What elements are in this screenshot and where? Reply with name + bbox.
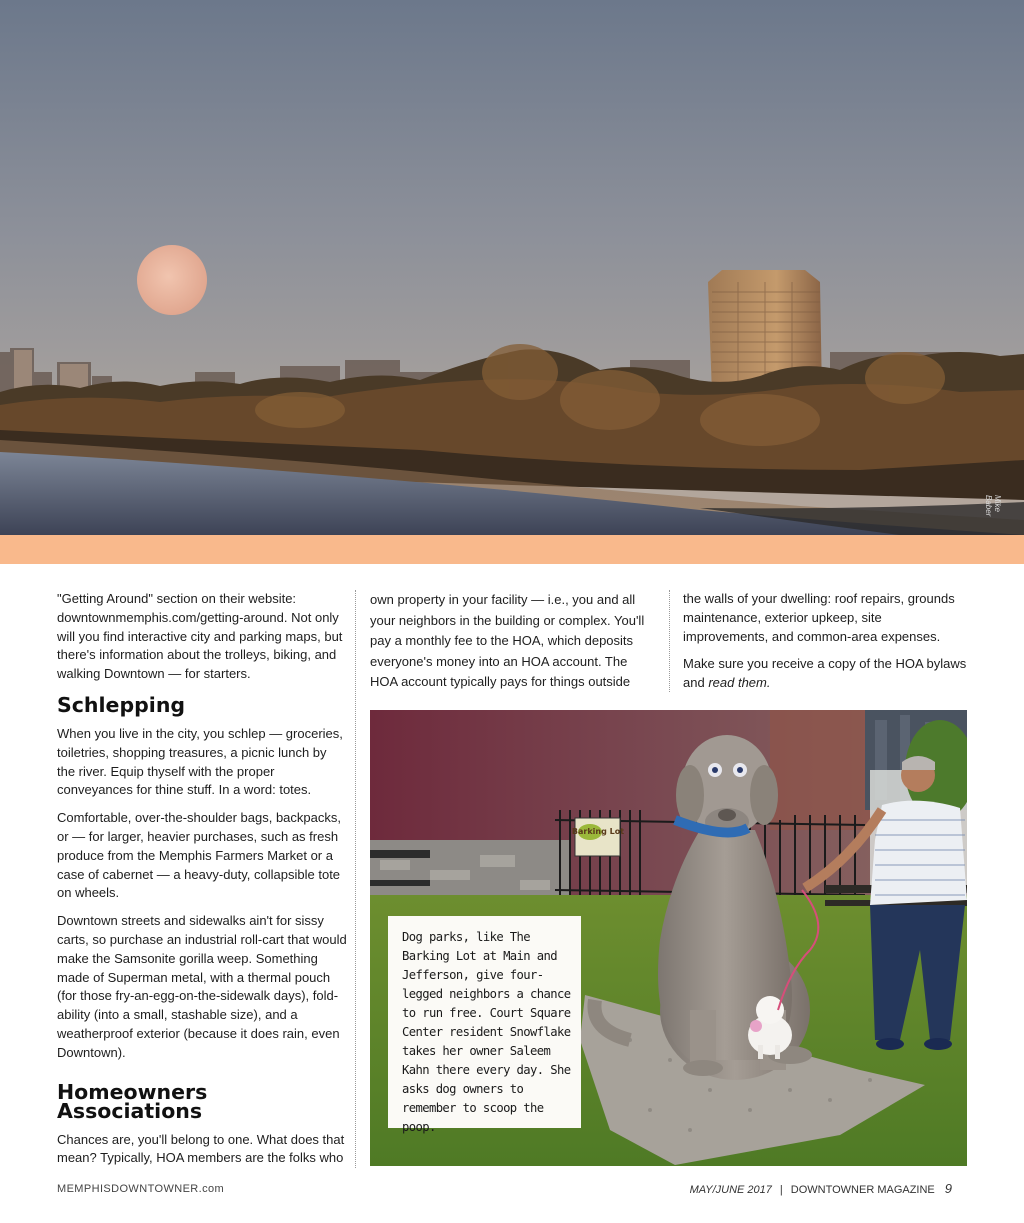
- hero-photo: [0, 0, 1024, 535]
- page-number: 9: [944, 1181, 952, 1196]
- footer-issue-info: [690, 1181, 952, 1196]
- footer-site: MEMPHISDOWNTOWNER.com: [57, 1183, 225, 1195]
- schlepping-paragraph-2: Comfortable, over-the-shoulder bags, backpacks, or — for larger, heavier purchases, such as fresh produce from the Memphis Farmers Market or a case of cabernet — a heavy-duty, collapsible tote on wheels.: [57, 810, 341, 901]
- schlepping-paragraph-1: When you live in the city, you schlep — groceries, toiletries, shopping treasures, a picnic lunch by the river. Equip thyself with the proper conveyances for thine stuff. In a word: totes.: [57, 725, 343, 798]
- photo-caption: Dog parks, like The Barking Lot at Main and Jefferson, give four-legged neighbors a chance to run free. Court Square Center resident Snowflake takes her owner Saleem Kahn there every day. She asks dog owners to remember to scoop the poop.: [388, 916, 581, 1128]
- bylaws-text: Make sure you receive a copy of the HOA bylaws and: [683, 656, 967, 691]
- photo-credit: Mike Baber: [984, 495, 1002, 517]
- column-3-paragraph-1: the walls of your dwelling: roof repairs, grounds maintenance, exterior upkeep, site improvements, and common-area expenses.: [683, 591, 955, 644]
- column-2: [370, 590, 650, 702]
- column-3-paragraph-2: [683, 655, 968, 693]
- hoa-paragraph-1: Chances are, you'll belong to one. What does that mean? Typically, HOA members are the folks who: [57, 1131, 345, 1166]
- column-3: [683, 590, 968, 702]
- column-2-paragraph: own property in your facility — i.e., you and all your neighbors in the building or complex. You'll pay a monthly fee to the HOA, which deposits everyone's money into an HOA account. The HOA account typically pays for things outside: [370, 592, 645, 690]
- read-them-emphasis: read them.: [708, 675, 771, 691]
- intro-paragraph: "Getting Around" section on their website: downtownmemphis.com/getting-around. Not only will you find interactive city and parking maps, but there's information about the trolleys, biking, and walking Downtown — for starters.: [57, 591, 343, 682]
- moon: [137, 245, 207, 315]
- footer-issue: MAY/JUNE 2017: [689, 1184, 772, 1196]
- schlepping-heading: Schlepping: [57, 692, 186, 717]
- footer-separator: |: [779, 1184, 783, 1196]
- hoa-heading: [57, 1079, 347, 1123]
- hoa-heading-line-1: Homeowners: [57, 1079, 208, 1104]
- footer-magazine: DOWNTOWNER MAGAZINE: [790, 1184, 935, 1196]
- hoa-heading-line-2: Associations: [57, 1098, 203, 1123]
- barking-lot-sign-text: Barking Lot: [571, 827, 625, 836]
- column-divider-2: [669, 590, 670, 692]
- column-divider-1: [355, 590, 356, 1168]
- column-1: [57, 590, 347, 1177]
- accent-band: [0, 535, 1024, 564]
- schlepping-paragraph-3: Downtown streets and sidewalks ain't for sissy carts, so purchase an industrial roll-cart that would make the Samsonite gorilla weep. Something made of Superman metal, with a thermal pouch (for those fry-an-egg-on-the-sidewalk days), fold-ability (into a small, stashable size), and a weatherproof exterior (because it does rain, even Downtown).: [57, 913, 347, 1060]
- hero-skyline-illustration: [0, 0, 1024, 535]
